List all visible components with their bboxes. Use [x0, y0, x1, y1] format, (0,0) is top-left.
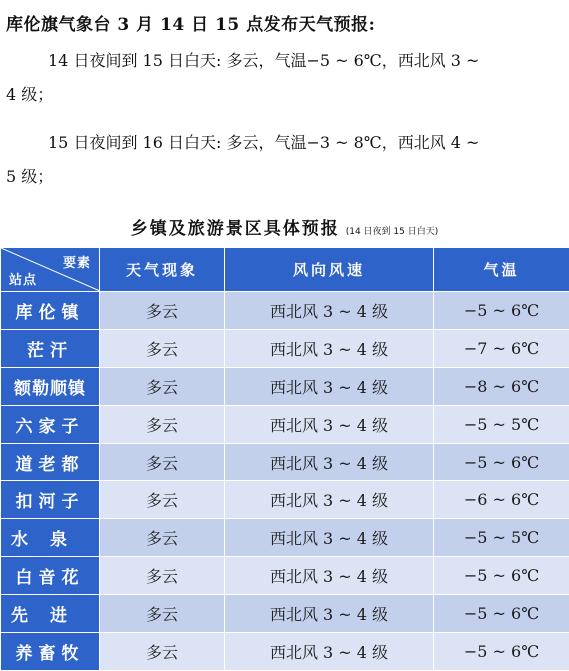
wind-cell: 西北风 3 ~ 4 级 [225, 633, 434, 671]
forecast-paragraph-2 [6, 126, 479, 194]
weather-cell: 多云 [100, 633, 225, 671]
wind-cell: 西北风 3 ~ 4 级 [225, 367, 434, 405]
weather-cell: 多云 [100, 292, 225, 330]
table-title-text: 乡镇及旅游景区具体预报 [130, 219, 340, 239]
forecast-paragraph-1-line-2: 4 级； [6, 85, 54, 104]
table-row [1, 292, 569, 330]
table-row [1, 443, 569, 481]
temperature-cell: −5 ~ 6℃ [434, 443, 569, 481]
temperature-cell: −8 ~ 6℃ [434, 367, 569, 405]
table-row [1, 329, 569, 367]
temperature-cell: −7 ~ 6℃ [434, 329, 569, 367]
table-title [0, 214, 569, 239]
weather-cell: 多云 [100, 595, 225, 633]
station-name: 养畜牧 [1, 633, 100, 671]
forecast-paragraph-1-line-1: 14 日夜间到 15 日白天: 多云，气温−5 ~ 6℃，西北风 3 ~ [48, 51, 480, 70]
station-name: 扣河子 [1, 481, 100, 519]
table-subtitle: (14 日夜到 15 日白天) [345, 227, 439, 237]
station-name: 白音花 [1, 557, 100, 595]
weather-cell: 多云 [100, 367, 225, 405]
forecast-paragraph-2-line-1: 15 日夜间到 16 日白天: 多云，气温−3 ~ 8℃，西北风 4 ~ [48, 133, 480, 152]
weather-cell: 多云 [100, 329, 225, 367]
wind-cell: 西北风 3 ~ 4 级 [225, 519, 434, 557]
wind-cell: 西北风 3 ~ 4 级 [225, 557, 434, 595]
station-name: 库伦镇 [1, 292, 100, 330]
table-row [1, 633, 569, 671]
table-header-row [1, 248, 569, 292]
station-name: 额勒顺镇 [1, 367, 100, 405]
header-wind: 风向风速 [225, 248, 434, 292]
temperature-cell: −5 ~ 6℃ [434, 557, 569, 595]
corner-label-station: 站点 [9, 273, 38, 288]
temperature-cell: −5 ~ 6℃ [434, 292, 569, 330]
table-row [1, 405, 569, 443]
wind-cell: 西北风 3 ~ 4 级 [225, 595, 434, 633]
weather-cell: 多云 [100, 405, 225, 443]
table-row [1, 557, 569, 595]
temperature-cell: −6 ~ 6℃ [434, 481, 569, 519]
weather-cell: 多云 [100, 481, 225, 519]
station-name: 先进 [1, 595, 100, 633]
temperature-cell: −5 ~ 6℃ [434, 595, 569, 633]
table-row [1, 367, 569, 405]
station-name: 水泉 [1, 519, 100, 557]
table-row [1, 481, 569, 519]
header-weather: 天气现象 [100, 248, 225, 292]
wind-cell: 西北风 3 ~ 4 级 [225, 405, 434, 443]
forecast-paragraph-1 [6, 44, 479, 112]
temperature-cell: −5 ~ 5℃ [434, 405, 569, 443]
station-name: 道老都 [1, 443, 100, 481]
header-temperature: 气温 [434, 248, 569, 292]
weather-cell: 多云 [100, 519, 225, 557]
station-name: 六家子 [1, 405, 100, 443]
table-row [1, 519, 569, 557]
table-row [1, 595, 569, 633]
wind-cell: 西北风 3 ~ 4 级 [225, 443, 434, 481]
forecast-table [0, 247, 569, 671]
temperature-cell: −5 ~ 6℃ [434, 633, 569, 671]
temperature-cell: −5 ~ 5℃ [434, 519, 569, 557]
weather-cell: 多云 [100, 443, 225, 481]
station-name: 茫汗 [1, 329, 100, 367]
wind-cell: 西北风 3 ~ 4 级 [225, 292, 434, 330]
forecast-headline: 库伦旗气象台 3 月 14 日 15 点发布天气预报: [6, 15, 376, 35]
weather-cell: 多云 [100, 557, 225, 595]
forecast-paragraph-2-line-2: 5 级； [6, 167, 54, 186]
corner-header-cell [1, 248, 100, 292]
corner-label-element: 要素 [62, 256, 91, 271]
wind-cell: 西北风 3 ~ 4 级 [225, 481, 434, 519]
wind-cell: 西北风 3 ~ 4 级 [225, 329, 434, 367]
